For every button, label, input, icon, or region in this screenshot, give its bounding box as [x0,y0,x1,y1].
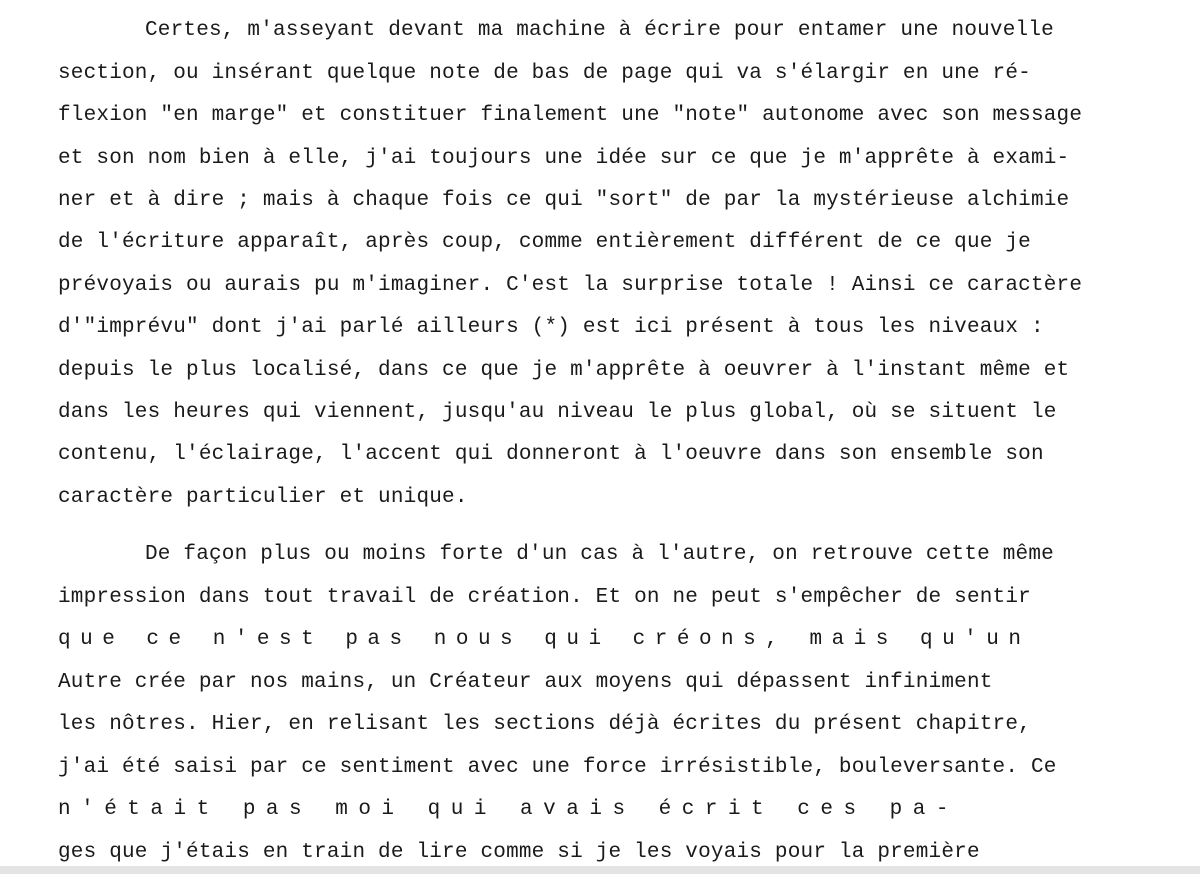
text-line: section, ou insérant quelque note de bas de page qui va s'élargir en une ré- [58,62,1031,85]
text-line: les nôtres. Hier, en relisant les sections déjà écrites du présent chapitre, [58,713,1031,736]
text-line: prévoyais ou aurais pu m'imaginer. C'est la surprise totale ! Ainsi ce caractère [58,274,1083,297]
text-line: contenu, l'éclairage, l'accent qui donneront à l'oeuvre dans son ensemble son [58,443,1044,466]
text-line: depuis le plus localisé, dans ce que je m'apprête à oeuvrer à l'instant même et [58,359,1070,382]
text-line: De façon plus ou moins forte d'un cas à l'autre, on retrouve cette même [145,543,1054,566]
text-line-spaced: n'était pas moi qui avais écrit ces pa- [58,798,959,821]
horizontal-scrollbar[interactable] [0,866,1200,874]
text-line: de l'écriture apparaît, après coup, comme entièrement différent de ce que je [58,231,1031,254]
text-line: et son nom bien à elle, j'ai toujours une idée sur ce que je m'apprête à exami- [58,147,1070,170]
text-line: Autre crée par nos mains, un Créateur aux moyens qui dépassent infiniment [58,671,993,694]
text-line: j'ai été saisi par ce sentiment avec une force irrésistible, bouleversante. Ce [58,756,1057,779]
text-line: ner et à dire ; mais à chaque fois ce qui "sort" de par la mystérieuse alchimie [58,189,1070,212]
text-line: flexion "en marge" et constituer finalement une "note" autonome avec son message [58,104,1083,127]
text-line: d'"imprévu" dont j'ai parlé ailleurs (*) est ici présent à tous les niveaux : [58,316,1044,339]
text-line: ges que j'étais en train de lire comme si je les voyais pour la première [58,841,980,864]
text-line: Certes, m'asseyant devant ma machine à écrire pour entamer une nouvelle [145,19,1054,42]
text-line-spaced: que ce n'est pas nous qui créons, mais qu'un [58,628,1031,651]
text-line: impression dans tout travail de création. Et on ne peut s'empêcher de sentir [58,586,1031,609]
text-line: dans les heures qui viennent, jusqu'au niveau le plus global, où se situent le [58,401,1057,424]
text-line: caractère particulier et unique. [58,486,468,509]
